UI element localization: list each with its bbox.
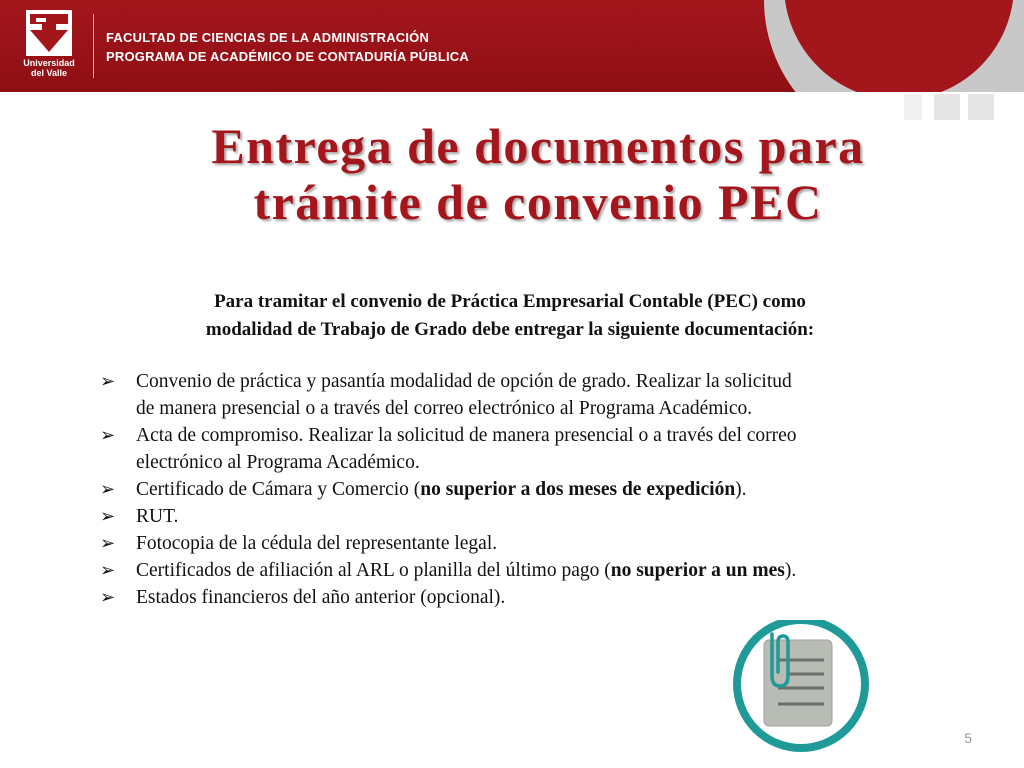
list-item-text: de manera presencial o a través del correo electrónico al Programa Académico. bbox=[136, 398, 753, 419]
arrow-bullet-icon: ➢ bbox=[100, 371, 116, 391]
arrow-bullet-icon: ➢ bbox=[100, 506, 116, 526]
list-item bbox=[98, 422, 928, 476]
header-text bbox=[106, 28, 469, 66]
list-item-text: Estados financieros del año anterior (opcional). bbox=[136, 587, 506, 608]
decorative-bar bbox=[968, 94, 994, 120]
list-item bbox=[98, 530, 928, 557]
list-item-text: electrónico al Programa Académico. bbox=[136, 452, 420, 473]
logo-emblem-icon bbox=[26, 10, 72, 56]
arrow-bullet-icon: ➢ bbox=[100, 587, 116, 607]
decorative-bar bbox=[904, 94, 922, 120]
decorative-bar bbox=[934, 94, 960, 120]
faculty-name: FACULTAD DE CIENCIAS DE LA ADMINISTRACIÓN bbox=[106, 30, 430, 45]
list-item-text: Fotocopia de la cédula del representante legal. bbox=[136, 533, 498, 554]
document-list bbox=[98, 368, 928, 611]
list-item-text: RUT. bbox=[136, 506, 179, 527]
arrow-bullet-icon: ➢ bbox=[100, 425, 116, 445]
arrow-bullet-icon: ➢ bbox=[100, 479, 116, 499]
list-item bbox=[98, 368, 928, 422]
program-name: PROGRAMA DE ACADÉMICO DE CONTADURÍA PÚBLICA bbox=[106, 49, 469, 64]
list-item-emphasis: no superior a un mes bbox=[610, 560, 785, 581]
arrow-bullet-icon: ➢ bbox=[100, 560, 116, 580]
list-item-emphasis: no superior a dos meses de expedición bbox=[420, 479, 736, 500]
list-item-text: Certificado de Cámara y Comercio ( bbox=[136, 479, 421, 500]
list-item bbox=[98, 557, 928, 584]
header-banner bbox=[0, 0, 1024, 92]
logo-text-line-2: del Valle bbox=[30, 68, 68, 78]
university-logo bbox=[14, 6, 84, 86]
list-item-text: ). bbox=[735, 479, 747, 500]
logo-text bbox=[14, 58, 84, 78]
list-item bbox=[98, 584, 928, 611]
list-item-text: Acta de compromiso. Realizar la solicitud de manera presencial o a través del correo bbox=[136, 425, 797, 446]
list-item-text: Certificados de afiliación al ARL o planilla del último pago ( bbox=[136, 560, 611, 581]
arrow-bullet-icon: ➢ bbox=[100, 533, 116, 553]
list-item-text: Convenio de práctica y pasantía modalidad de opción de grado. Realizar la solicitud bbox=[136, 371, 792, 392]
list-item bbox=[98, 503, 928, 530]
slide-title bbox=[130, 118, 946, 230]
logo-text-line-1: Universidad bbox=[23, 58, 75, 68]
page-number: 5 bbox=[964, 730, 972, 746]
intro-line-1: Para tramitar el convenio de Práctica Empresarial Contable (PEC) como bbox=[214, 291, 806, 312]
logo-emblem bbox=[26, 10, 72, 56]
intro-paragraph bbox=[100, 288, 920, 344]
header-divider bbox=[93, 14, 94, 78]
intro-line-2: modalidad de Trabajo de Grado debe entregar la siguiente documentación: bbox=[205, 319, 815, 340]
list-item-text: ). bbox=[784, 560, 797, 581]
slide-title-line-1: Entrega de documentos para bbox=[211, 118, 865, 174]
slide-title-line-2: trámite de convenio PEC bbox=[253, 174, 823, 230]
list-item bbox=[98, 476, 928, 503]
paperclip-document-icon bbox=[728, 620, 874, 756]
